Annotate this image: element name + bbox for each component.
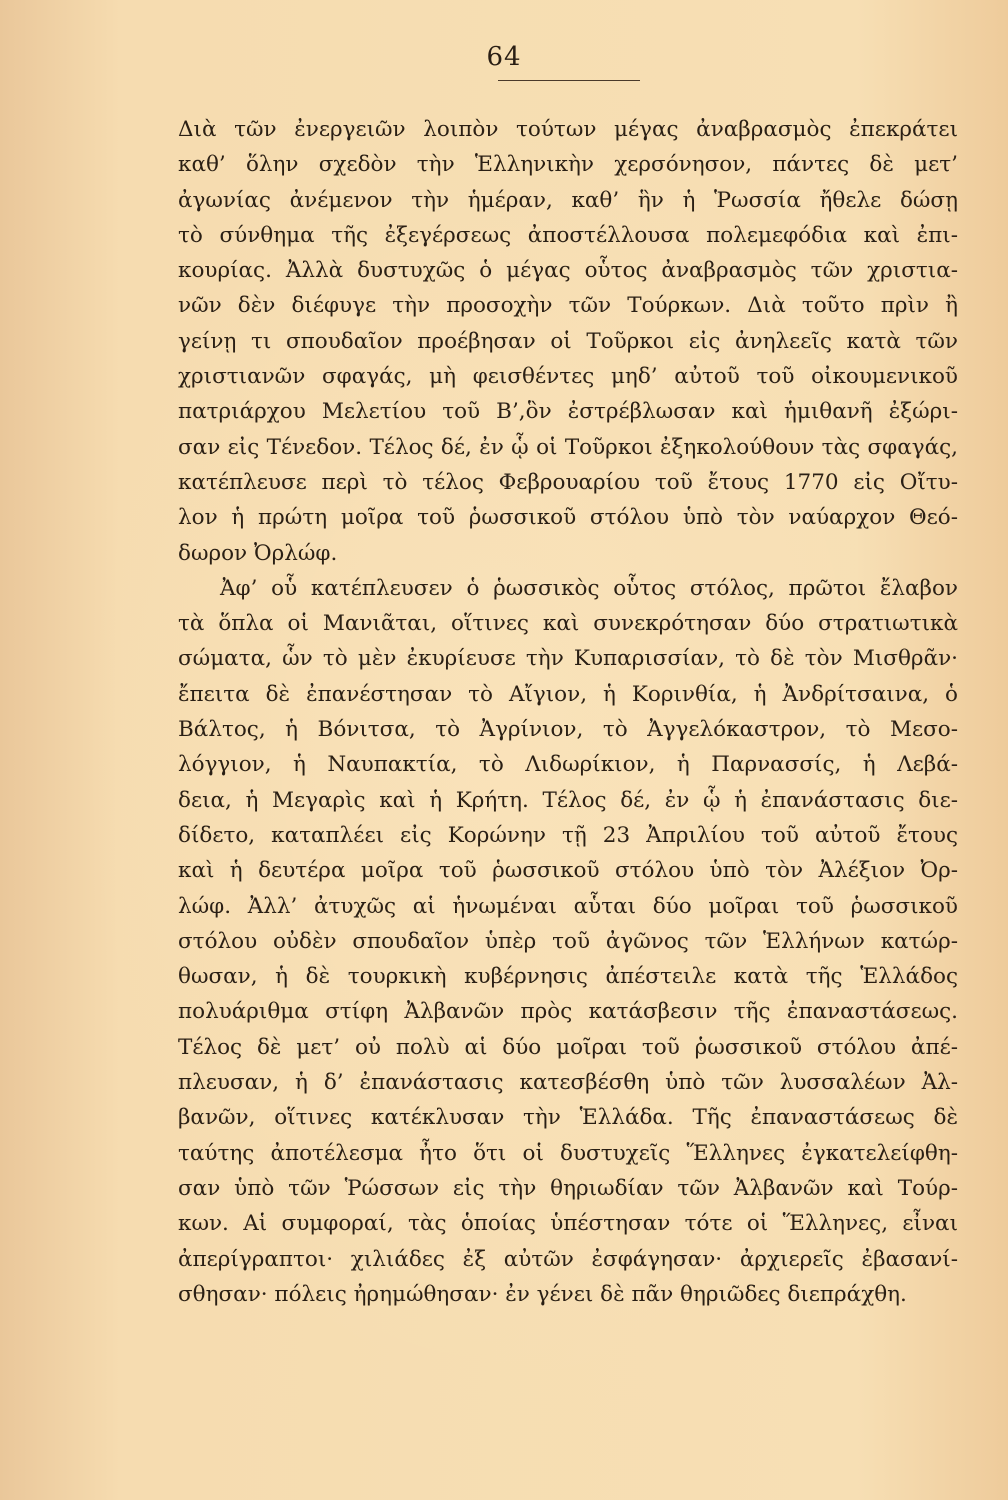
text-line: Βάλτος, ἡ Βόνιτσα, τὸ Ἀγρίνιον, τὸ Ἀγγελόκαστρον, τὸ Μεσο- [178, 717, 958, 743]
page-number: 64 [486, 42, 522, 72]
body-text [178, 112, 958, 1312]
paragraph-2 [178, 571, 958, 1312]
text-line: κουρίας. Ἀλλὰ δυστυχῶς ὁ μέγας οὗτος ἀναβρασμὸς τῶν χριστια- [178, 258, 958, 284]
text-line: στόλου οὐδὲν σπουδαῖον ὑπὲρ τοῦ ἀγῶνος τῶν Ἑλλήνων κατώρ- [178, 928, 958, 954]
text-line: σαν εἰς Τένεδον. Τέλος δέ, ἐν ᾧ οἱ Τοῦρκοι ἐξηκολούθουν τὰς σφαγάς, [178, 434, 958, 460]
text-line: τὰ ὅπλα οἱ Μανιᾶται, οἵτινες καὶ συνεκρότησαν δύο στρατιωτικὰ [178, 611, 958, 637]
text-line: σώματα, ὧν τὸ μὲν ἐκυρίευσε τὴν Κυπαρισσίαν, τὸ δὲ τὸν Μισθρᾶν· [178, 646, 958, 672]
paragraph-1 [178, 112, 958, 571]
text-line: δωρον Ὀρλώφ. [178, 540, 338, 566]
text-line: λον ἡ πρώτη μοῖρα τοῦ ῥωσσικοῦ στόλου ὑπὸ τὸν ναύαρχον Θεό- [178, 505, 958, 531]
text-line: λόγγιον, ἡ Ναυπακτία, τὸ Λιδωρίκιον, ἡ Παρνασσίς, ἡ Λεβά- [178, 752, 958, 778]
text-line: καθ’ ὅλην σχεδὸν τὴν Ἑλληνικὴν χερσόνησον, πάντες δὲ μετ’ [178, 152, 958, 178]
text-line: δίδετο, καταπλέει εἰς Κορώνην τῇ 23 Ἀπριλίου τοῦ αὐτοῦ ἔτους [178, 822, 958, 848]
text-line: νῶν δὲν διέφυγε τὴν προσοχὴν τῶν Τούρκων. Διὰ τοῦτο πρὶν ἢ [178, 293, 958, 319]
text-line: χριστιανῶν σφαγάς, μὴ φεισθέντες μηδ’ αὐτοῦ τοῦ οἰκουμενικοῦ [178, 364, 958, 390]
text-line: λώφ. Ἀλλ’ ἀτυχῶς αἱ ἡνωμέναι αὗται δύο μοῖραι τοῦ ῥωσσικοῦ [178, 893, 958, 919]
text-line: σθησαν· πόλεις ἠρημώθησαν· ἐν γένει δὲ πᾶν θηριῶδες διεπράχθη. [178, 1281, 907, 1307]
text-line: Διὰ τῶν ἐνεργειῶν λοιπὸν τούτων μέγας ἀναβρασμὸς ἐπεκράτει [178, 117, 958, 142]
header-rule [498, 80, 640, 81]
text-line: κων. Αἱ συμφοραί, τὰς ὁποίας ὑπέστησαν τότε οἱ Ἕλληνες, εἶναι [178, 1211, 958, 1237]
text-line: ἀπερίγραπτοι· χιλιάδες ἐξ αὐτῶν ἐσφάγησαν· ἀρχιερεῖς ἐβασανί- [178, 1246, 958, 1272]
text-line: βανῶν, οἵτινες κατέκλυσαν τὴν Ἑλλάδα. Τῆς ἐπαναστάσεως δὲ [178, 1105, 958, 1131]
text-line: τὸ σύνθημα τῆς ἐξεγέρσεως ἀποστέλλουσα πολεμεφόδια καὶ ἐπι- [178, 222, 958, 248]
text-line: Τέλος δὲ μετ’ οὐ πολὺ αἱ δύο μοῖραι τοῦ ῥωσσικοῦ στόλου ἀπέ- [178, 1034, 958, 1060]
text-line: ταύτης ἀποτέλεσμα ἦτο ὅτι οἱ δυστυχεῖς Ἕλληνες ἐγκατελείφθη- [178, 1140, 958, 1166]
text-line: Ἀφ’ οὗ κατέπλευσεν ὁ ῥωσσικὸς οὗτος στόλος, πρῶτοι ἔλαβον [220, 575, 958, 601]
text-line: δεια, ἡ Μεγαρὶς καὶ ἡ Κρήτη. Τέλος δέ, ἐν ᾧ ἡ ἐπανάστασις διε- [178, 787, 958, 813]
text-line: γείνῃ τι σπουδαῖον προέβησαν οἱ Τοῦρκοι εἰς ἀνηλεεῖς κατὰ τῶν [178, 328, 958, 354]
text-line: θωσαν, ἡ δὲ τουρκικὴ κυβέρνησις ἀπέστειλε κατὰ τῆς Ἑλλάδος [178, 964, 958, 990]
text-line: πατριάρχου Μελετίου τοῦ Β’,ὃν ἐστρέβλωσαν καὶ ἡμιθανῆ ἐξώρι- [178, 399, 958, 425]
text-line: σαν ὑπὸ τῶν Ῥώσσων εἰς τὴν θηριωδίαν τῶν Ἀλβανῶν καὶ Τούρ- [178, 1175, 958, 1201]
text-line: πολυάριθμα στίφη Ἀλβανῶν πρὸς κατάσβεσιν τῆς ἐπαναστάσεως. [178, 999, 958, 1025]
text-line: πλευσαν, ἡ δ’ ἐπανάστασις κατεσβέσθη ὑπὸ τῶν λυσσαλέων Ἀλ- [178, 1070, 958, 1096]
text-line: ἀγωνίας ἀνέμενον τὴν ἡμέραν, καθ’ ἣν ἡ Ῥωσσία ἤθελε δώσῃ [178, 187, 958, 213]
text-line: κατέπλευσε περὶ τὸ τέλος Φεβρουαρίου τοῦ ἔτους 1770 εἰς Οἴτυ- [178, 469, 958, 495]
text-line: ἔπειτα δὲ ἐπανέστησαν τὸ Αἴγιον, ἡ Κορινθία, ἡ Ἀνδρίτσαινα, ὁ [178, 681, 958, 707]
text-line: καὶ ἡ δευτέρα μοῖρα τοῦ ῥωσσικοῦ στόλου ὑπὸ τὸν Ἀλέξιον Ὀρ- [178, 858, 958, 884]
